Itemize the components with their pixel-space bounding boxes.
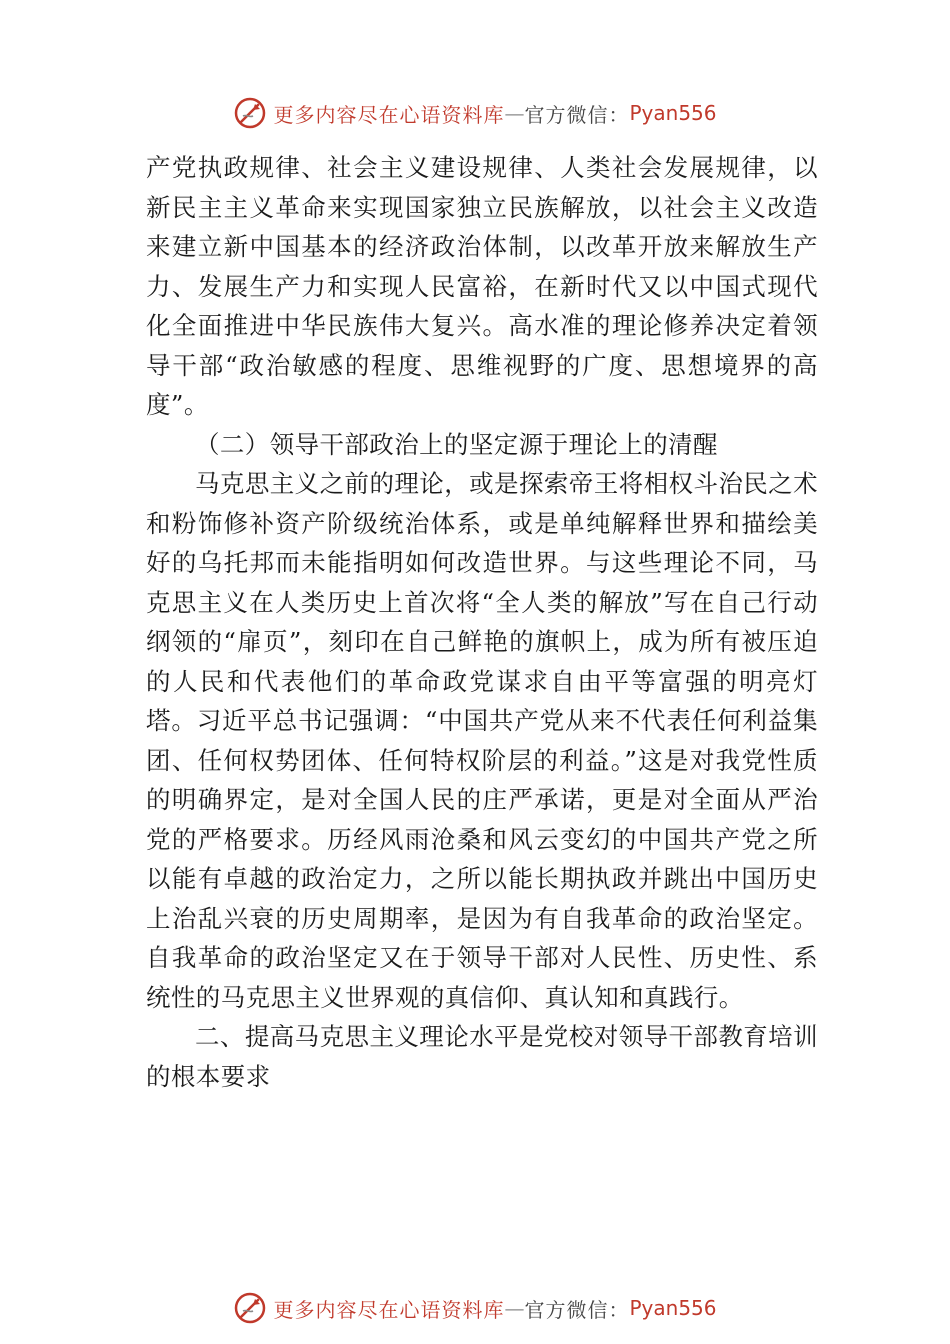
watermark-brand-text: 更多内容尽在心语资料库	[273, 1297, 505, 1322]
brand-logo-icon	[233, 96, 267, 130]
watermark-wechat-id: Pyan556	[629, 1296, 717, 1320]
header-watermark	[0, 93, 950, 133]
section-heading-2: （二）领导干部政治上的坚定源于理论上的清醒	[195, 429, 718, 459]
watermark-wechat-id: Pyan556	[629, 101, 717, 125]
watermark-wechat-label: 官方微信：	[524, 1297, 630, 1322]
body-paragraph-1: 产党执政规律、社会主义建设规律、人类社会发展规律，以新民主主义革命来实现国家独立民族解放，以社会主义改造来建立新中国基本的经济政治体制，以改革开放来解放生产力、发展生产力和实现人民富裕，在新时代又以中国式现代化全面推进中华民族伟大复兴。高水准的理论修养决定着领导干部“政治敏感的程度、思维视野的广度、思想境界的高度”。	[146, 153, 818, 419]
watermark-wechat-label: 官方微信：	[524, 102, 630, 127]
watermark-separator: —	[504, 101, 525, 125]
body-paragraph-2: 马克思主义之前的理论，或是探索帝王将相权斗治民之术和粉饰修补资产阶级统治体系，或是单纯解释世界和描绘美好的乌托邦而未能指明如何改造世界。与这些理论不同，马克思主义在人类历史上首次将“全人类的解放”写在自己行动纲领的“扉页”，刻印在自己鲜艳的旗帜上，成为所有被压迫的人民和代表他们的革命政党谋求自由平等富强的明亮灯塔。习近平总书记强调：“中国共产党从来不代表任何利益集团、任何权势团体、任何特权阶层的利益。”这是对我党性质的明确界定，是对全国人民的庄严承诺，更是对全面从严治党的严格要求。历经风雨沧桑和风云变幻的中国共产党之所以能有卓越的政治定力，之所以能长期执政并跳出中国历史上治乱兴衰的历史周期率，是因为有自我革命的政治坚定。自我革命的政治坚定又在于领导干部对人民性、历史性、系统性的马克思主义世界观的真信仰、真认知和真践行。	[146, 469, 818, 1012]
footer-watermark	[0, 1288, 950, 1328]
watermark-brand-text: 更多内容尽在心语资料库	[273, 102, 505, 127]
watermark-separator: —	[504, 1296, 525, 1320]
brand-logo-icon	[233, 1291, 267, 1325]
document-body	[146, 148, 818, 1096]
section-heading-3: 二、提高马克思主义理论水平是党校对领导干部教育培训的根本要求	[146, 1022, 818, 1091]
